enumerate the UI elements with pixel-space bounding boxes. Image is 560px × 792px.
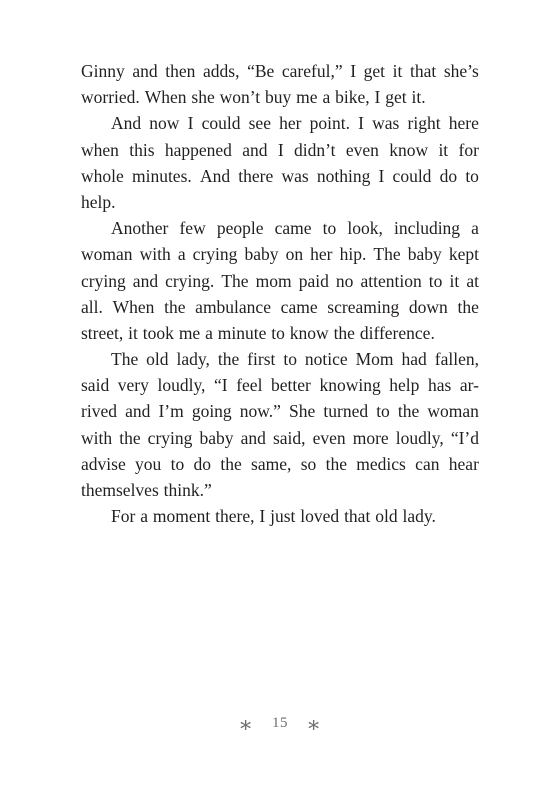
page-number: 15	[272, 715, 288, 731]
text-line: For a moment there, I just loved that old lady.	[111, 506, 436, 527]
text-line: rived and I’m going now.” She turned to the woman	[81, 401, 479, 422]
asterisk-ornament-left-icon: ∗	[238, 712, 254, 737]
text-line: Another few people came to look, including a	[111, 218, 479, 239]
text-line: The old lady, the first to notice Mom had fallen,	[111, 349, 479, 370]
text-line: when this happened and I didn’t even know it for	[81, 139, 479, 160]
page-body-text	[81, 58, 479, 529]
text-line: crying and crying. The mom paid no attention to it at	[81, 270, 479, 291]
text-line: help.	[81, 191, 116, 212]
text-line: themselves think.”	[81, 480, 212, 500]
text-line: advise you to do the same, so the medics can hear	[81, 453, 479, 474]
text-line: all. When the ambulance came screaming down the	[81, 296, 479, 317]
text-line: said very loudly, “I feel better knowing help has ar-	[81, 375, 479, 396]
text-line: whole minutes. And there was nothing I could do to	[81, 165, 479, 186]
text-line: woman with a crying baby on her hip. The baby kept	[81, 244, 479, 265]
text-line: worried. When she won’t buy me a bike, I get it.	[81, 87, 426, 108]
text-line: Ginny and then adds, “Be careful,” I get it that she’s	[81, 61, 479, 81]
page-folio	[0, 712, 560, 738]
text-line: And now I could see her point. I was right here	[111, 113, 479, 134]
asterisk-ornament-right-icon: ∗	[306, 712, 322, 737]
text-line: with the crying baby and said, even more loudly, “I’d	[81, 427, 479, 448]
text-line: street, it took me a minute to know the difference.	[81, 322, 435, 343]
